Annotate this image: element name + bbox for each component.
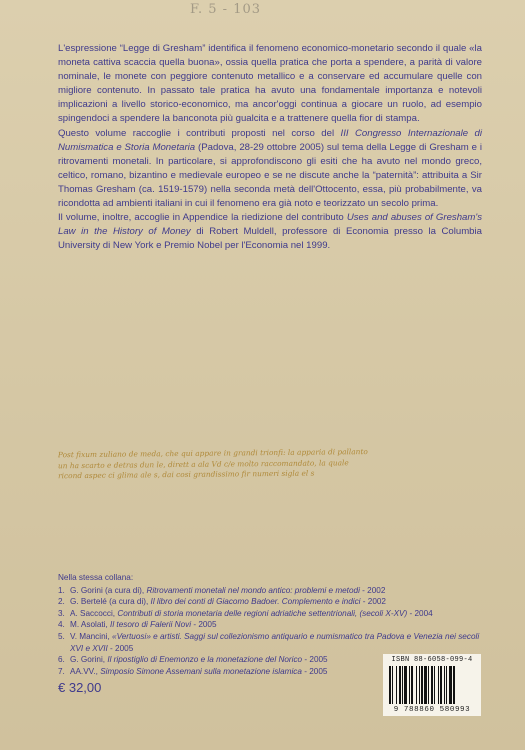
barcode-bar (431, 666, 433, 704)
barcode-bar (396, 666, 397, 704)
barcode-bar (392, 666, 393, 704)
series-item-number: 4. (58, 620, 65, 630)
series-item-author: G. Gorini (a cura di), (70, 585, 147, 595)
description-paragraph-3: Il volume, inoltre, accoglie in Appendice la riedizione del contributo Uses and abuses of Gresham's Law in the History of Money di Robert Muldell, professore di Economia presso la Columbia University di New York e Premio Nobel per l'Economia nel 1999. (58, 212, 482, 252)
series-item-text (70, 596, 488, 608)
barcode-bar (404, 666, 407, 704)
barcode-bar (402, 666, 403, 704)
series-item-year: - 2005 (191, 620, 217, 630)
barcode-bar (409, 666, 410, 704)
handwriting-line: Post fixum zuliano de meda, che qui appare in grandi trionfi: la apparia di pallanto (57, 447, 368, 460)
series-item-title: Ritrovamenti monetali nel mondo antico: problemi e metodi (146, 585, 360, 595)
series-item-author: AA.VV., (70, 666, 101, 676)
series-item-title: Il tesoro di Falerii Novi (110, 620, 192, 630)
handwritten-manuscript-text (58, 446, 490, 482)
handwriting-line: ricond aspec ci glima ale s, dai cosi grandissimo fir numeri sigla el s (58, 468, 315, 481)
barcode-bar (444, 666, 445, 704)
barcode-bar (440, 666, 442, 704)
description-paragraph-2: Questo volume raccoglie i contributi proposti nel corso del III Congresso Internazionale di Numismatica e Storia Monetaria (Padova, 28-29 ottobre 2005) sul tema della Legge di Gresham e i ritrovamenti monetali. In particolare, si approfondiscono gli esiti che ha avuto nel mondo greco, celtico, romano, bizantino e medievale europeo e se ne discute anche la “paternità”: attribuita a Sir Thomas Gresham (ca. 1519-1579) nella seconda metà dell'Ottocento, essa, più probabilmente, va ricondotta ad ambienti italiani in cui il fenomeno era già noto e teorizzato un secolo prima. (58, 127, 482, 210)
appendix-title: Uses and abuses of Gresham's Law in the History of Money (58, 212, 482, 238)
isbn-text: ISBN 88-6058-099-4 (391, 656, 473, 664)
barcode-bar (421, 666, 423, 704)
series-item-number: 2. (58, 597, 65, 607)
barcode-icon (389, 666, 475, 704)
series-item-year: - 2005 (301, 666, 328, 676)
description-paragraph-1: L'espressione “Legge di Gresham” identifica il fenomeno economico-monetario secondo il quale «la moneta cattiva scaccia quella buona», ossia quella pratica che porta a spendere, a parità di valore nominale, le monete con peggiore contenuto metallico e a conservare ed accumulare quelle con migliore contenuto. In passato tale pratica ha avuto una fondamentale importanza e notevoli implicazioni a livello storico-economico, ma ancor'oggi continua a giocare un ruolo, ad esempio spingendoci a spendere la banconota più gualcita e a trattenere quella fior di stampa. (58, 43, 482, 125)
barcode-bar (389, 666, 391, 704)
barcode-bar (399, 666, 401, 704)
series-item-author: V. Mancini, (70, 631, 113, 641)
series-item (58, 608, 488, 620)
series-item-number: 5. (58, 631, 65, 641)
barcode-bar (449, 666, 452, 704)
series-item-author: M. Asolati, (70, 620, 111, 630)
series-item-author: G. Bertelé (a cura di), (70, 597, 151, 607)
series-item-text (70, 608, 488, 620)
barcode-bar (438, 666, 439, 704)
series-item-title: Il libro dei conti di Giacomo Badoer. Complemento e indici (150, 597, 361, 607)
series-item-number: 7. (58, 666, 65, 676)
handwriting-line: un ha scarto e detras dun le, dirett a ala Vd c/e molto raccomandato, la quale (57, 457, 349, 470)
congress-title: III Congresso Internazionale di Numismatica e Storia Monetaria (58, 127, 482, 153)
series-item-author: G. Gorini, (70, 655, 108, 665)
series-item-title: «Vertuosi» e artisti. Saggi sul collezionismo antiquario e numismatico tra Padova e Venezia nei secoli XVI e XVII (70, 631, 480, 653)
series-item-number: 3. (58, 608, 65, 618)
pencil-annotation: F. 5 - 103 (190, 2, 262, 17)
book-description (58, 42, 482, 253)
barcode-bar (446, 666, 447, 704)
series-item-year: - 2002 (359, 585, 386, 595)
series-item-number: 1. (58, 585, 65, 595)
series-item-author: A. Saccocci, (70, 608, 118, 618)
series-item-title: Il ripostiglio di Enemonzo e la monetazione del Norico (107, 655, 303, 665)
barcode-bar (434, 666, 435, 704)
barcode-bar (419, 666, 420, 704)
series-item-number: 6. (58, 655, 65, 665)
series-item-text (70, 585, 488, 597)
series-item (58, 585, 488, 597)
series-item (58, 619, 488, 631)
barcode-bar (411, 666, 413, 704)
barcode-label (383, 654, 481, 716)
series-item-title: Simposio Simone Assemani sulla monetazione islamica (100, 666, 302, 676)
series-item (58, 631, 488, 654)
barcode-bar (416, 666, 417, 704)
series-item-year: - 2002 (360, 597, 386, 607)
barcode-bar (453, 666, 455, 704)
series-item (58, 596, 488, 608)
series-item-text (70, 619, 488, 631)
ean-text: 9 788860 580993 (393, 706, 471, 714)
barcode-bar (424, 666, 427, 704)
series-item-text (70, 631, 488, 654)
series-item-title: Contributi di storia monetaria delle regioni adriatiche settentrionali, (secoli X-XV) (117, 608, 408, 618)
series-item-year: - 2005 (302, 655, 328, 665)
barcode-bar (428, 666, 429, 704)
series-title: Nella stessa collana: (58, 573, 134, 582)
price (58, 680, 101, 695)
series-item-year: - 2005 (107, 643, 134, 653)
series-item-year: - 2004 (407, 608, 433, 618)
price-label: € 32,00 (58, 680, 102, 695)
